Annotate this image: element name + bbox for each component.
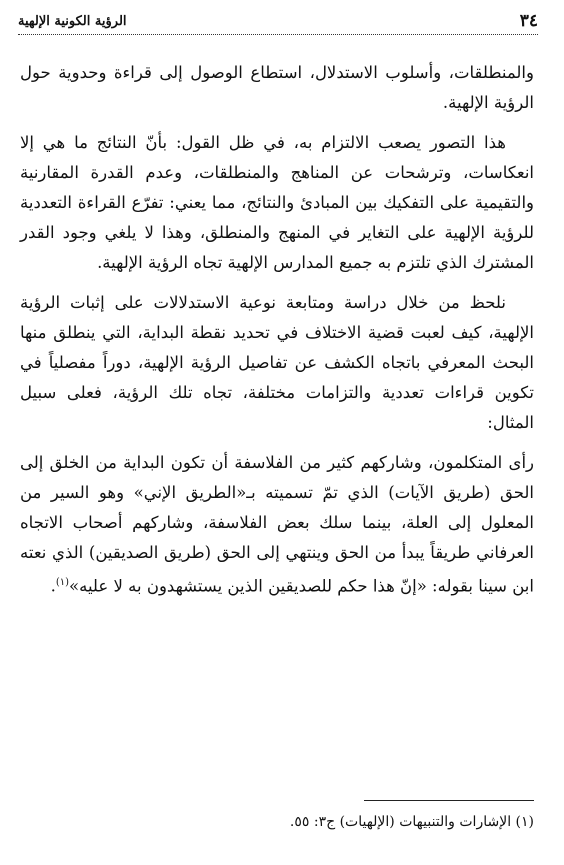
paragraph <box>20 448 534 602</box>
paragraph: والمنطلقات، وأسلوب الاستدلال، استطاع الوصول إلى قراءة وحدوية حول الرؤية الإلهية. <box>20 63 534 112</box>
paragraph: هذا التصور يصعب الالتزام به، في ظل القول: بأنّ النتائج ما هي إلا انعكاسات، وترشحات عن المناهج والمنطلقات، وعدم القدرة المقارنية والتقيمية على التفكيك بين المبادئ والنتائج، مما يعني: تفرّع القراءة التعددية للرؤية الإلهية على التغاير في المنهج والمنطلق، وهذا لا يلغي وجود القدر المشترك الذي تلتزم به جميع المدارس الإلهية تجاه الرؤية الإلهية. <box>20 133 534 272</box>
footnote-marker: (١) <box>55 577 70 588</box>
header-divider <box>18 34 538 35</box>
page-number: ٣٤ <box>519 11 538 31</box>
footnote-divider <box>364 800 534 801</box>
paragraph: نلحظ من خلال دراسة ومتابعة نوعية الاستدلالات على إثبات الرؤية الإلهية، كيف لعبت قضية الاختلاف في تحديد نقطة البداية، التي ينطلق منها البحث المعرفي باتجاه الكشف عن تفاصيل الرؤية الإلهية، دوراً مفصلياً في تكوين قراءات تعددية والتزامات مختلفة، تجاه تلك الرؤية، فعلى سبيل المثال: <box>20 293 534 432</box>
paragraph-text: رأى المتكلمون، وشاركهم كثير من الفلاسفة أن تكون البداية من الخلق إلى الحق (طريق الآيات) الذي تمّ تسميته بـ«الطريق الإني» وهو السير من المعلول إلى العلة، بينما سلك بعض الفلاسفة، وشاركهم أصحاب الاتجاه العرفاني طريقاً يبدأ من الحق وينتهي إلى الحق (طريق الصديقين) الذي نعته ابن سينا بقوله: «إنّ هذا حكم للصديقين الذين يستشهدون به لا عليه» <box>20 453 534 596</box>
running-title: الرؤية الكونية الإلهية <box>18 13 127 29</box>
page-header <box>18 6 538 36</box>
footnote: (١) الإشارات والتنبيهات (الإلهيات) ج٣: ٥٥. <box>289 814 534 830</box>
body-text <box>20 58 534 612</box>
paragraph-end: . <box>50 576 56 596</box>
